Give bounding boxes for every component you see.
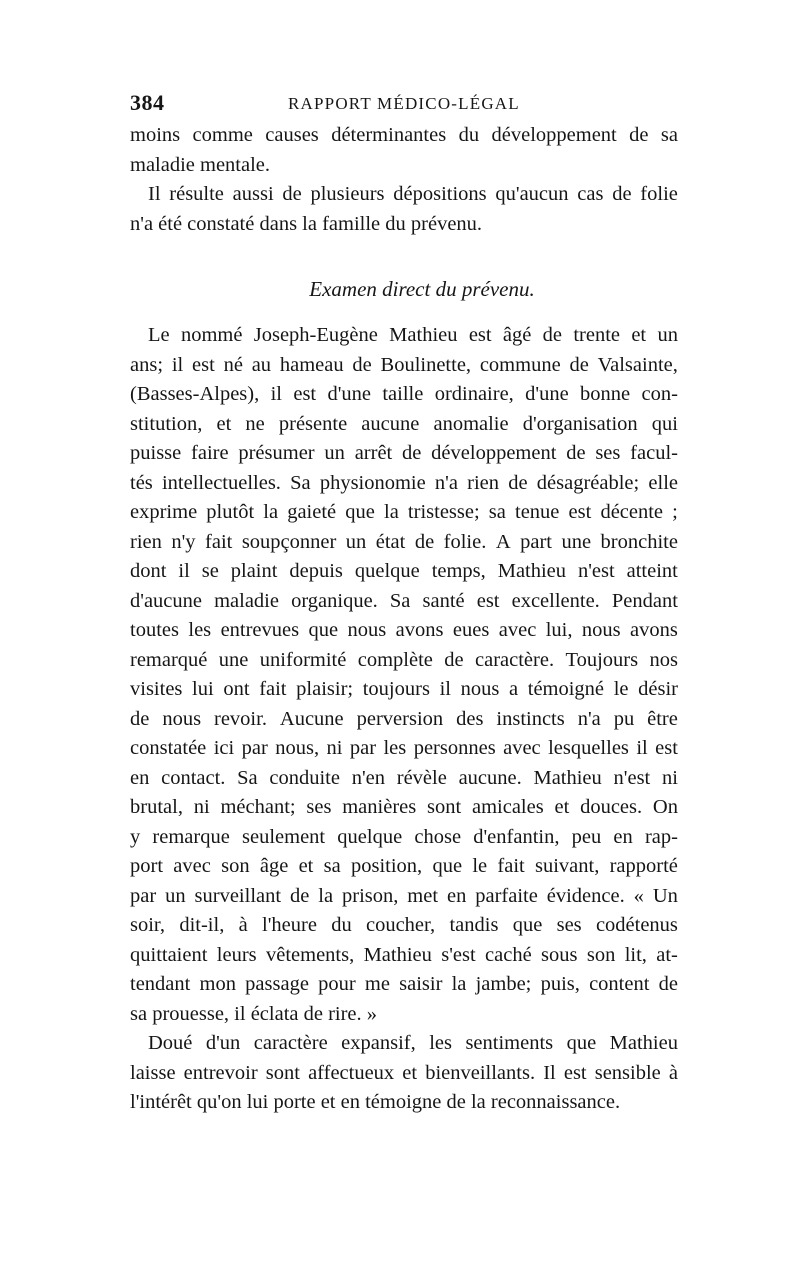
text-line: ans; il est né au hameau de Boulinette, commune de Valsainte, <box>130 353 678 376</box>
text-line: exprime plutôt la gaieté que la tristesse; sa tenue est décente ; <box>130 501 678 523</box>
body-text-top <box>130 121 678 239</box>
text-line: moins comme causes déterminantes du développement de sa <box>130 124 678 146</box>
text-line: puisse faire présumer un arrêt de développement de ses facul- <box>130 442 678 464</box>
text-line: Doué d'un caractère expansif, les sentiments que Mathieu <box>148 1032 678 1054</box>
running-title: RAPPORT MÉDICO-LÉGAL <box>288 94 520 113</box>
text-line: en contact. Sa conduite n'en révèle aucune. Mathieu n'est ni <box>130 766 678 789</box>
text-line: soir, dit-il, à l'heure du coucher, tandis que ses codétenus <box>130 914 678 936</box>
text-line: tendant mon passage pour me saisir la jambe; puis, content de <box>130 973 678 995</box>
text-line: rien n'y fait soupçonner un état de folie. A part une bronchite <box>130 530 678 553</box>
text-line: constatée ici par nous, ni par les personnes avec lesquelles il est <box>130 737 678 759</box>
text-line: remarqué une uniformité complète de caractère. Toujours nos <box>130 648 678 671</box>
text-line: toutes les entrevues que nous avons eues avec lui, nous avons <box>130 619 678 641</box>
text-line: de nous revoir. Aucune perversion des instincts n'a pu être <box>130 707 678 730</box>
running-head <box>130 90 678 120</box>
text-line: Il résulte aussi de plusieurs dépositions qu'aucun cas de folie <box>148 183 678 205</box>
text-line: tés intellectuelles. Sa physionomie n'a rien de désagréable; elle <box>130 471 678 494</box>
text-line: port avec son âge et sa position, que le fait suivant, rapporté <box>130 855 678 877</box>
text-line: n'a été constaté dans la famille du prévenu. <box>130 212 483 235</box>
text-line: sa prouesse, il éclata de rire. » <box>130 1002 378 1025</box>
text-line: visites lui ont fait plaisir; toujours il nous a témoigné le désir <box>130 678 678 700</box>
paragraph <box>130 1029 678 1118</box>
paragraph <box>130 321 678 1029</box>
text-line: y remarque seulement quelque chose d'enfantin, peu en rap- <box>130 825 678 848</box>
text-line: Le nommé Joseph-Eugène Mathieu est âgé de trente et un <box>148 324 678 346</box>
text-line: dont il se plaint depuis quelque temps, Mathieu n'est atteint <box>130 560 678 582</box>
text-line: maladie mentale. <box>130 153 271 176</box>
section-examen <box>130 277 678 1118</box>
text-line: (Basses-Alpes), il est d'une taille ordinaire, d'une bonne con- <box>130 383 678 405</box>
text-line: l'intérêt qu'on lui porte et en témoigne de la reconnaissance. <box>130 1091 621 1113</box>
text-line: par un surveillant de la prison, met en parfaite évidence. « Un <box>130 884 678 907</box>
text-line: laisse entrevoir sont affectueux et bienveillants. Il est sensible à <box>130 1061 678 1084</box>
section-heading: Examen direct du prévenu. <box>309 277 535 301</box>
text-line: brutal, ni méchant; ses manières sont amicales et douces. On <box>130 796 678 818</box>
text-line: d'aucune maladie organique. Sa santé est excellente. Pendant <box>130 589 678 612</box>
page-number: 384 <box>130 90 165 115</box>
text-line: quittaient leurs vêtements, Mathieu s'est caché sous son lit, at- <box>130 943 678 966</box>
text-line: stitution, et ne présente aucune anomalie d'organisation qui <box>130 412 678 435</box>
